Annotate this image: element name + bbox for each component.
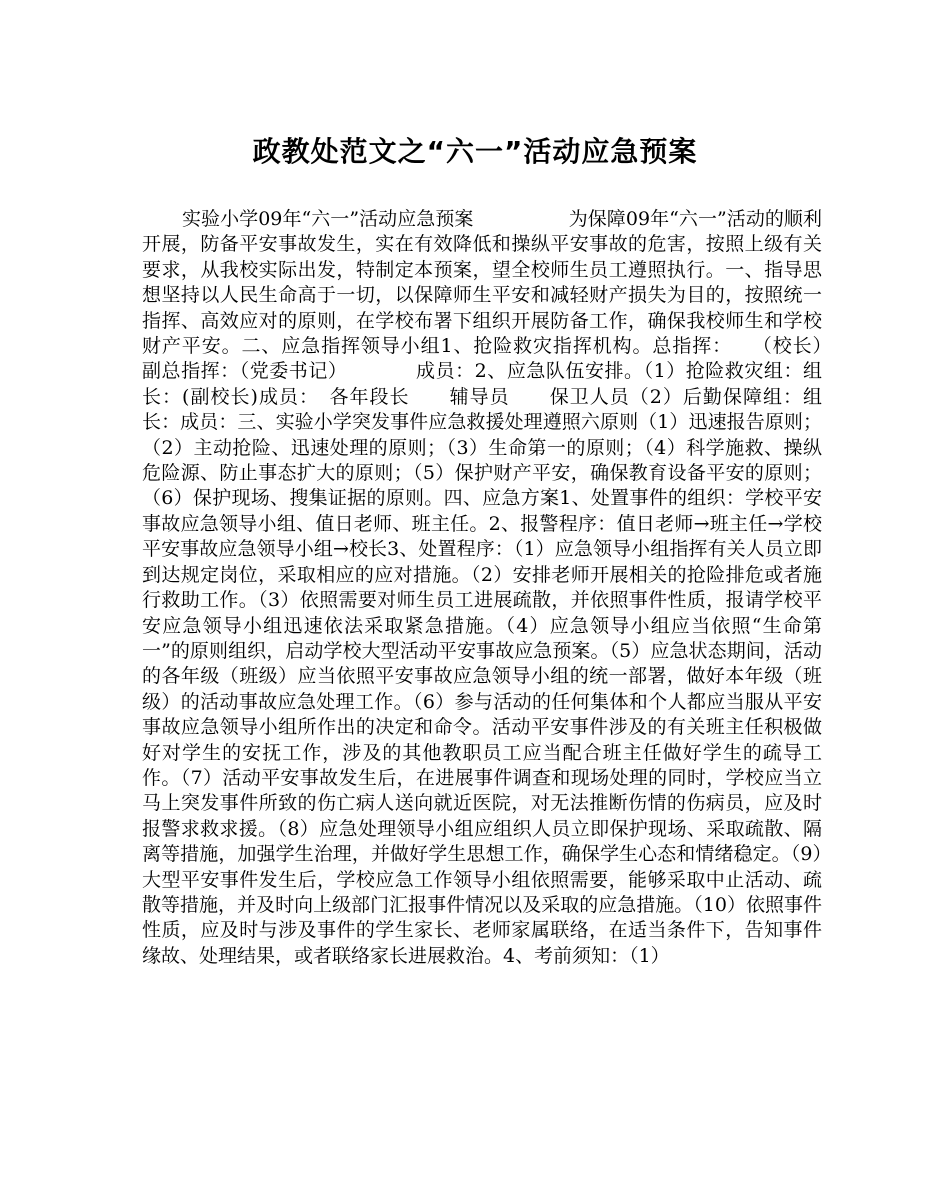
document-title: 政教处范文之“六一”活动应急预案 <box>252 135 698 168</box>
document-body-paragraph: 实验小学09年“六一”活动应急预案 为保障09年“六一”活动的顺利开展，防备平安事故发生，实在有效降低和操纵平安事故的危害，按照上级有关要求，从我校实际出发，特制定本预案，望全校师生员工遵照执行。一、指导思想坚持以人民生命高于一切，以保障师生平安和减轻财产损失为目的，按照统一指挥、高效应对的原则，在学校布署下组织开展防备工作，确保我校师生和学校财产平安。二、应急指挥领导小组1、抢险救灾指挥机构。总指挥： （校长） 副总指挥：（党委书记） 成员：2、应急队伍安排。（1）抢险救灾组：组长：(副校长)成员： 各年段长 辅导员 保卫人员（2）后勤保障组：组长：成员：三、实验小学突发事件应急救援处理遵照六原则（1）迅速报告原则；（2）主动抢险、迅速处理的原则；（3）生命第一的原则；（4）科学施救、操纵危险源、防止事态扩大的原则；（5）保护财产平安，确保教育设备平安的原则；（6）保护现场、搜集证据的原则。四、应急方案1、处置事件的组织：学校平安事故应急领导小组、值日老师、班主任。2、报警程序：值日老师→班主任→学校平安事故应急领导小组→校长3、处置程序：（1）应急领导小组指挥有关人员立即到达规定岗位，采取相应的应对措施。（2）安排老师开展相关的抢险排危或者施行救助工作。（3）依照需要对师生员工进展疏散，并依照事件性质，报请学校平安应急领导小组迅速依法采取紧急措施。（4）应急领导小组应当依照“生命第一”的原则组织，启动学校大型活动平安事故应急预案。（5）应急状态期间，活动的各年级（班级）应当依照平安事故应急领导小组的统一部署，做好本年级（班级）的活动事故应急处理工作。（6）参与活动的任何集体和个人都应当服从平安事故应急领导小组所作出的决定和命令。活动平安事件涉及的有关班主任积极做好对学生的安抚工作，涉及的其他教职员工应当配合班主任做好学生的疏导工作。（7）活动平安事故发生后，在进展事件调查和现场处理的同时，学校应当立马上突发事件所致的伤亡病人送向就近医院，对无法推断伤情的伤病员，应及时报警求救求援。（8）应急处理领导小组应组织人员立即保护现场、采取疏散、隔离等措施，加强学生治理，并做好学生思想工作，确保学生心态和情绪稳定。（9）大型平安事件发生后，学校应急工作领导小组依照需要，能够采取中止活动、疏散等措施，并及时向上级部门汇报事件情况以及采取的应急措施。（10）依照事件性质，应及时与涉及事件的学生家长、老师家属联络，在适当条件下，告知事件缘故、处理结果，或者联络家长进展救治。4、考前须知：（1） <box>142 208 861 967</box>
